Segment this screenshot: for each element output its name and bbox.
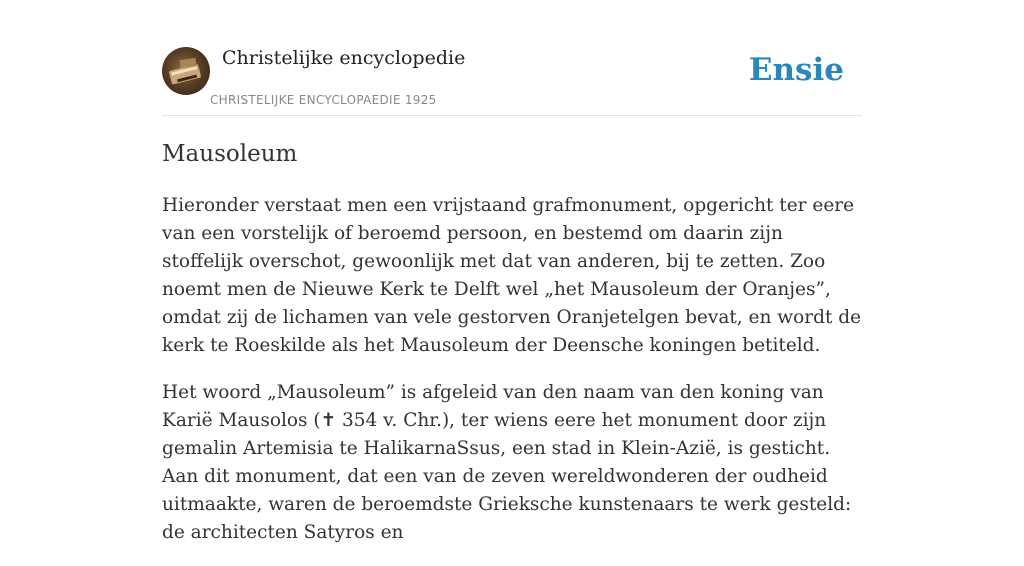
article-paragraph: Het woord „Mausoleum” is afgeleid van den naam van den koning van Karië Mausolos (✝ 354 v. Chr.), ter wiens eere het monument door zijn gemalin Artemisia te HalikarnaSsus, een stad in Klein-Azië, is gesticht. Aan dit monument, dat een van de zeven wereldwonderen der oudheid uitmaakte, waren de beroemdste Grieksche kunstenaars te werk gesteld: de architecten Satyros en	[162, 382, 852, 543]
article-paragraph: Hieronder verstaat men een vrijstaand grafmonument, opgericht ter eere van een vorstelijk of beroemd persoon, en bestemd om daarin zijn stoffelijk overschot, gewoonlijk met dat van anderen, bij te zetten. Zoo noemt men de Nieuwe Kerk te Delft wel „het Mausoleum der Oranjes”, omdat zij de lichamen van vele gestorven Oranjetelgen bevat, en wordt de kerk te Roeskilde als het Mausoleum der Deensche koningen betiteld.	[162, 195, 862, 356]
article-body	[162, 192, 867, 566]
article-title: Mausoleum	[162, 141, 298, 167]
site-title[interactable]: Christelijke encyclopedie	[222, 47, 466, 69]
site-subtitle: CHRISTELIJKE ENCYCLOPAEDIE 1925	[210, 93, 437, 107]
brand-logo[interactable]: Ensie	[748, 52, 844, 88]
avatar[interactable]	[162, 47, 210, 95]
book-icon	[162, 47, 210, 95]
site-header	[162, 46, 862, 116]
